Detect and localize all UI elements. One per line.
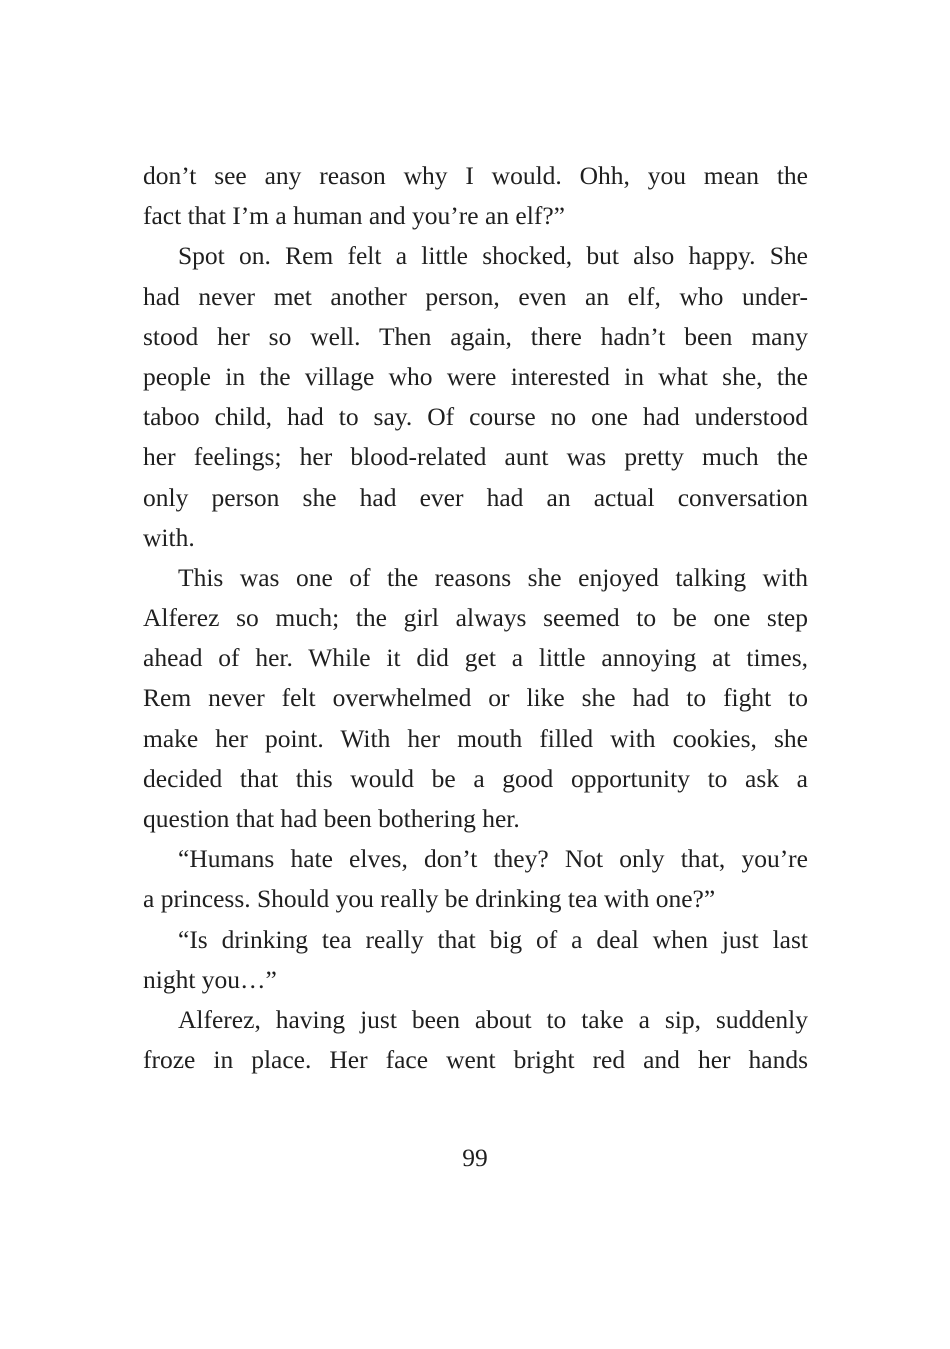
text-line: a princess. Should you really be drinking tea with one?” — [143, 884, 716, 914]
text-line: “Is drinking tea really that big of a deal when just last — [178, 924, 808, 954]
text-line: don’t see any reason why I would. Ohh, you mean the — [143, 161, 808, 190]
text-line: fact that I’m a human and you’re an elf?” — [143, 201, 565, 231]
text-line: froze in place. Her face went bright red and her hands — [143, 1045, 808, 1075]
text-line: had never met another person, even an elf, who under- — [143, 281, 808, 311]
body-text — [143, 156, 808, 1080]
text-line: night you…” — [143, 964, 277, 994]
text-line: people in the village who were interested in what she, the — [143, 361, 808, 391]
text-line: question that had been bothering her. — [143, 804, 520, 833]
text-line: make her point. With her mouth filled with cookies, she — [143, 723, 808, 753]
text-line: Rem never felt overwhelmed or like she had to fight to — [143, 683, 808, 713]
text-line: “Humans hate elves, don’t they? Not only that, you’re — [178, 844, 808, 874]
text-line: taboo child, had to say. Of course no one had understood — [143, 402, 808, 432]
text-line: Spot on. Rem felt a little shocked, but also happy. She — [178, 241, 808, 271]
text-line: ahead of her. While it did get a little annoying at times, — [143, 643, 808, 673]
text-line: decided that this would be a good opportunity to ask a — [143, 763, 808, 793]
text-line: Alferez so much; the girl always seemed to be one step — [143, 603, 808, 633]
text-line: with. — [143, 522, 195, 552]
text-line: This was one of the reasons she enjoyed talking with — [178, 562, 808, 592]
text-line: only person she had ever had an actual conversation — [143, 482, 808, 512]
text-line: stood her so well. Then again, there hadn’t been many — [143, 321, 808, 351]
text-line: Alferez, having just been about to take a sip, suddenly — [178, 1004, 808, 1034]
text-line: her feelings; her blood-related aunt was pretty much the — [143, 442, 808, 472]
page-number: 99 — [462, 1143, 488, 1172]
